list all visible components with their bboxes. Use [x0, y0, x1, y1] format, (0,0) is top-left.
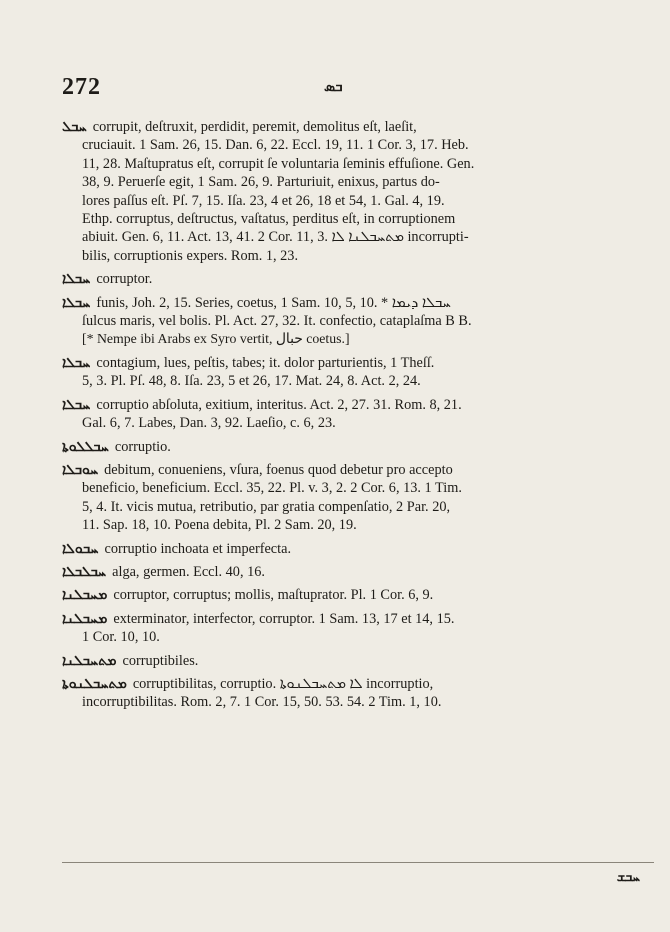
entry-text-line: corruptio abſoluta, exitium, interitus. Act. 2, 27. 31. Rom. 8, 21.	[96, 396, 462, 413]
dictionary-entry	[62, 270, 654, 288]
entry-text-line: contagium, lues, peſtis, tabes; it. dolor parturientis, 1 Theſſ.	[96, 354, 435, 371]
entry-text-line: bilis, corruptionis expers. Rom. 1, 23.	[82, 247, 299, 264]
dictionary-entry	[62, 461, 654, 535]
entry-text-line: corruptio inchoata et imperfecta.	[104, 540, 292, 557]
entry-text-line: 1 Cor. 10, 10.	[82, 629, 160, 646]
dictionary-entry	[62, 675, 654, 712]
entry-text-line: exterminator, interfector, corruptor. 1 Sam. 13, 17 et 14, 15.	[113, 610, 455, 627]
entry-text-line: Ethp. corruptus, deſtructus, vaſtatus, perditus eſt, in corruptionem	[82, 211, 456, 228]
entry-text-line: corruptor, corruptus; mollis, maſtuprator. Pl. 1 Cor. 6, 9.	[113, 587, 434, 604]
entry-text-line: debitum, conueniens, vſura, foenus quod debetur pro accepto	[104, 461, 453, 478]
dictionary-entry	[62, 118, 654, 265]
page-number: 272	[62, 74, 101, 100]
entry-headword: ܚܒܠܠܘܬܐ	[62, 438, 109, 455]
entry-text-line: 11, 28. Maſtupratus eſt, corrupit ſe voluntaria ſeminis effuſione. Gen.	[82, 155, 475, 172]
entry-headword: ܚܒܠܐ	[62, 396, 91, 413]
entry-text-line: abiuit. Gen. 6, 11. Act. 13, 41. 2 Cor. 11, 3. ܡܬܚܒܠܢܐ ܠܐ incorrupti-	[82, 229, 469, 246]
entry-text-line: corruptio.	[114, 438, 171, 455]
entry-text-line: 11. Sap. 18, 10. Poena debita, Pl. 2 Sam. 20, 19.	[82, 517, 357, 534]
entry-headword: ܡܬܚܒܠܢܐ	[62, 652, 117, 669]
entry-text-line: cruciauit. 1 Sam. 26, 15. Dan. 6, 22. Eccl. 19, 11. 1 Cor. 3, 17. Heb.	[82, 137, 469, 154]
entry-text-line: lores paſſus eſt. Pſ. 7, 15. Iſa. 23, 4 et 26, 18 et 54, 1. Gal. 4, 19.	[82, 192, 445, 209]
entry-headword: ܚܒܠ	[62, 119, 87, 135]
dictionary-entry	[62, 540, 654, 558]
entry-headword: ܡܚܒܠܢܐ	[62, 587, 108, 604]
entry-text-line: 5, 3. Pl. Pſ. 48, 8. Iſa. 23, 5 et 26, 17. Mat. 24, 8. Act. 2, 24.	[82, 373, 421, 390]
dictionary-entry	[62, 354, 654, 391]
entry-text-line: alga, germen. Eccl. 40, 16.	[112, 563, 265, 580]
entry-headword: ܚܒܠܐ	[62, 294, 91, 311]
entry-headword: ܚܒܠܐ	[62, 354, 91, 371]
entry-text-line: corruptibiles.	[122, 652, 199, 669]
entry-headword: ܚܘܒܠܐ	[62, 461, 99, 478]
entry-text-line: 5, 4. It. vicis mutua, retributio, par gratia compenſatio, 2 Par. 20,	[82, 498, 451, 515]
dictionary-entry	[62, 438, 654, 456]
entry-text-line: beneficio, beneficium. Eccl. 35, 22. Pl. v. 3, 2. 2 Cor. 6, 13. 1 Tim.	[82, 480, 462, 497]
entry-text-line: Gal. 6, 7. Labes, Dan. 3, 92. Laeſio, c. 6, 23.	[82, 415, 336, 432]
running-head: ܒܣ	[324, 80, 343, 95]
dictionary-entry	[62, 563, 654, 581]
entry-headword: ܡܚܒܠܢܐ	[62, 610, 108, 627]
entry-headword: ܚܒܠܒܠܐ	[62, 563, 107, 580]
dictionary-entry	[62, 294, 654, 349]
entry-text-line: corrupit, deſtruxit, perdidit, peremit, demolitus eſt, laeſit,	[92, 119, 417, 135]
entry-text-line: [* Nempe ibi Arabs ex Syro vertit, حبال coetus.]	[82, 331, 350, 347]
entry-list	[62, 118, 654, 717]
dictionary-entry	[62, 586, 654, 604]
entry-headword: ܚܒܠܐ	[62, 271, 91, 288]
entry-text-line: corruptor.	[96, 271, 153, 288]
entry-text-line: 38, 9. Peruerſe egit, 1 Sam. 26, 9. Parturiuit, enixus, partus do-	[82, 174, 440, 191]
entry-headword: ܚܒܘܠܐ	[62, 540, 99, 557]
entry-headword: ܡܬܚܒܠܢܘܬܐ	[62, 675, 127, 692]
footer-rule	[62, 862, 654, 863]
entry-text-line: funis, Joh. 2, 15. Series, coetus, 1 Sam. 10, 5, 10. * ܚܒܠܐ ܕܝܡܐ	[96, 294, 451, 311]
entry-text-line: incorruptibilitas. Rom. 2, 7. 1 Cor. 15, 50. 53. 54. 2 Tim. 1, 10.	[82, 694, 442, 711]
dictionary-entry	[62, 652, 654, 670]
catchword: ܚܒܫ	[616, 870, 640, 885]
dictionary-entry	[62, 396, 654, 433]
dictionary-entry	[62, 610, 654, 647]
entry-text-line: ſulcus maris, vel bolis. Pl. Act. 27, 32. It. confectio, cataplaſma B B.	[82, 313, 472, 330]
entry-text-line: corruptibilitas, corruptio. ܠܐ ܡܬܚܒܠܢܘܬܐ incorruptio,	[132, 675, 434, 692]
